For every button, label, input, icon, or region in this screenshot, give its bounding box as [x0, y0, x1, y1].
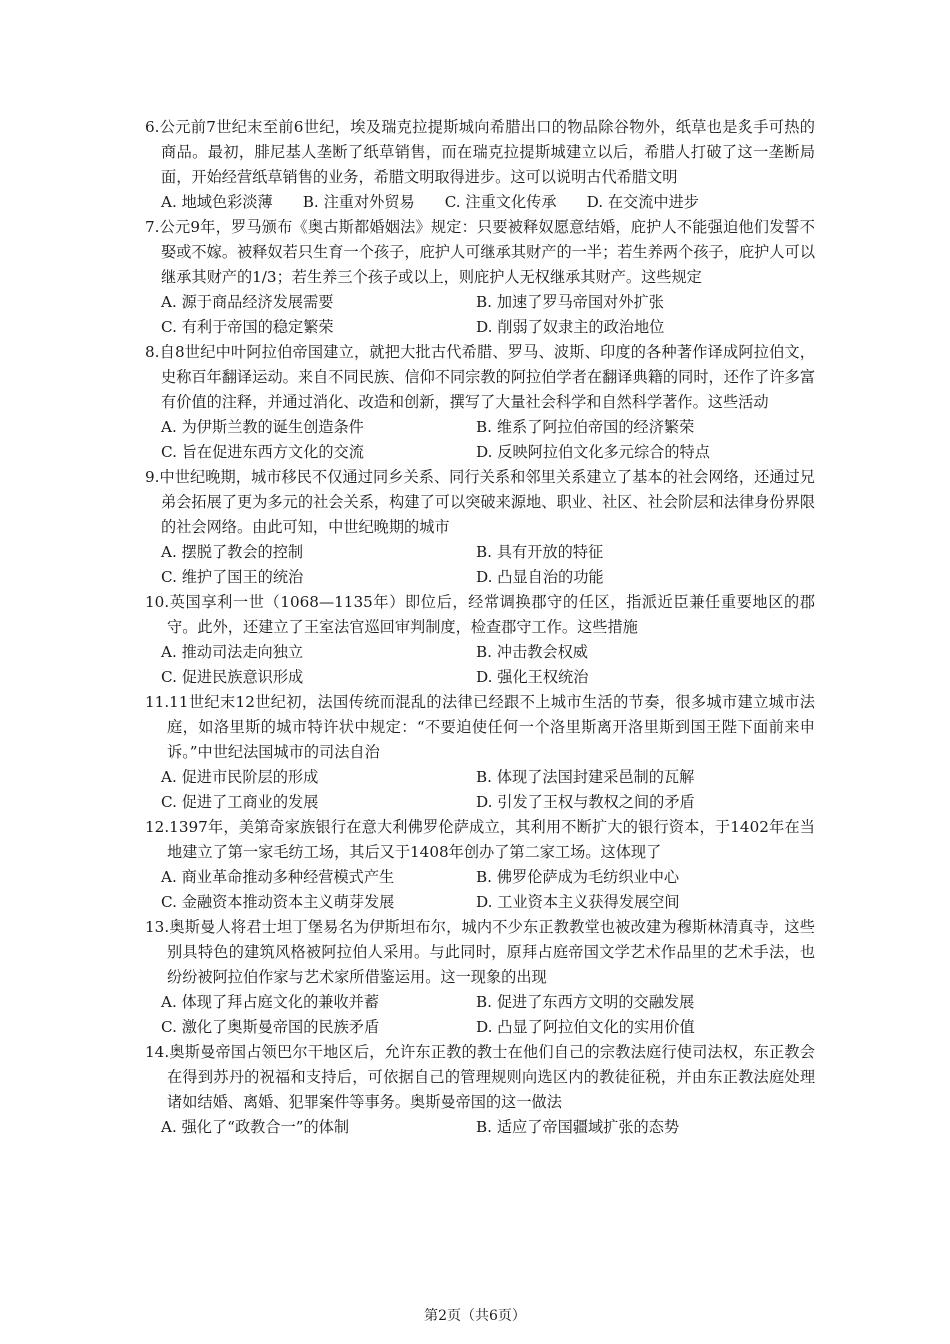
option-list [145, 540, 815, 590]
option-b: B. 注重对外贸易 [302, 193, 415, 211]
option-b: B. 体现了法国封建采邑制的瓦解 [476, 768, 695, 786]
option-b: B. 促进了东西方文明的交融发展 [476, 993, 695, 1011]
option-d: D. 引发了王权与教权之间的矛盾 [476, 793, 695, 811]
question-stem: 10.英国享利一世（1068—1135年）即位后，经常调换郡守的任区，指派近臣兼任重要地区的郡守。此外，还建立了王室法官巡回审判制度，检查郡守工作。这些措施 [145, 593, 815, 636]
question-12 [145, 815, 815, 915]
question-stem: 9.中世纪晚期，城市移民不仅通过同乡关系、同行关系和邻里关系建立了基本的社会网络，还通过兄弟会拓展了更为多元的社会关系，构建了可以突破来源地、职业、社区、社会阶层和法律身份界限的社会网络。由此可知，中世纪晚期的城市 [145, 468, 815, 536]
question-10 [145, 590, 815, 690]
question-7 [145, 215, 815, 340]
option-a: A. 促进市民阶层的形成 [161, 768, 319, 786]
option-a: A. 地域色彩淡薄 [161, 193, 273, 211]
option-a: A. 商业革命推动多种经营模式产生 [161, 868, 395, 886]
option-a: A. 摆脱了教会的控制 [161, 543, 304, 561]
question-stem: 6.公元前7世纪末至前6世纪，埃及瑞克拉提斯城向希腊出口的物品除谷物外，纸草也是炙手可热的商品。最初，腓尼基人垄断了纸草销售，而在瑞克拉提斯城建立以后，希腊人打破了这一垄断局面，开始经营纸草销售的业务，希腊文明取得进步。这可以说明古代希腊文明 [145, 118, 815, 186]
option-b: B. 冲击教会权威 [476, 643, 588, 661]
option-b: B. 维系了阿拉伯帝国的经济繁荣 [476, 418, 695, 436]
question-stem: 13.奥斯曼人将君士坦丁堡易名为伊斯坦布尔，城内不少东正教教堂也被改建为穆斯林清真寺，这些别具特色的建筑风格被阿拉伯人采用。与此同时，原拜占庭帝国文学艺术作品里的艺术手法，也纷纷被阿拉伯作家与艺术家所借鉴运用。这一现象的出现 [145, 918, 815, 986]
question-list [145, 115, 815, 1140]
question-6 [145, 115, 815, 215]
option-b: B. 适应了帝国疆域扩张的态势 [476, 1118, 680, 1136]
option-list [145, 1115, 815, 1140]
question-stem: 14.奥斯曼帝国占领巴尔干地区后，允许东正教的教士在他们自己的宗教法庭行使司法权，东正教会在得到苏丹的祝福和支持后，可依据自己的管理规则向选区内的教徒征税，并由东正教法庭处理诸如结婚、离婚、犯罪案件等事务。奥斯曼帝国的这一做法 [145, 1043, 815, 1111]
option-c: C. 激化了奥斯曼帝国的民族矛盾 [161, 1018, 380, 1036]
option-d: D. 工业资本主义获得发展空间 [476, 893, 680, 911]
option-c: C. 维护了国王的统治 [161, 568, 304, 586]
option-c: C. 注重文化传承 [444, 193, 557, 211]
option-list [145, 765, 815, 815]
option-b: B. 具有开放的特征 [476, 543, 604, 561]
option-list [145, 190, 815, 215]
option-list [145, 415, 815, 465]
question-11 [145, 690, 815, 815]
option-b: B. 加速了罗马帝国对外扩张 [476, 293, 664, 311]
question-9 [145, 465, 815, 590]
option-d: D. 凸显了阿拉伯文化的实用价值 [476, 1018, 695, 1036]
option-a: A. 强化了“政教合一”的体制 [161, 1118, 350, 1136]
option-list [145, 990, 815, 1040]
question-stem: 11.11世纪末12世纪初，法国传统而混乱的法律已经跟不上城市生活的节奏，很多城市建立城市法庭，如洛里斯的城市特许状中规定：“不要迫使任何一个洛里斯离开洛里斯到国王陛下面前来申诉。”中世纪法国城市的司法自治 [145, 693, 815, 761]
option-d: D. 反映阿拉伯文化多元综合的特点 [476, 443, 710, 461]
option-c: C. 促进民族意识形成 [161, 668, 304, 686]
option-c: C. 金融资本推动资本主义萌芽发展 [161, 893, 395, 911]
page-number: 第2页（共6页） [424, 1308, 526, 1324]
option-list [145, 640, 815, 690]
option-a: A. 体现了拜占庭文化的兼收并蓄 [161, 993, 380, 1011]
option-b: B. 佛罗伦萨成为毛纺织业中心 [476, 868, 680, 886]
option-a: A. 推动司法走向独立 [161, 643, 304, 661]
option-c: C. 有利于帝国的稳定繁荣 [161, 318, 334, 336]
option-list [145, 865, 815, 915]
option-d: D. 强化王权统治 [476, 668, 589, 686]
option-d: D. 削弱了奴隶主的政治地位 [476, 318, 665, 336]
question-14 [145, 1040, 815, 1140]
option-d: D. 凸显自治的功能 [476, 568, 604, 586]
option-c: C. 促进了工商业的发展 [161, 793, 319, 811]
option-d: D. 在交流中进步 [586, 193, 699, 211]
question-stem: 12.1397年，美第奇家族银行在意大利佛罗伦萨成立，其利用不断扩大的银行资本，于1402年在当地建立了第一家毛纺工场，其后又于1408年创办了第二家工场。这体现了 [145, 818, 815, 861]
question-8 [145, 340, 815, 465]
option-a: A. 源于商品经济发展需要 [161, 293, 334, 311]
question-stem: 7.公元9年，罗马颁布《奥古斯都婚姻法》规定：只要被释奴愿意结婚，庇护人不能强迫他们发誓不娶或不嫁。被释奴若只生育一个孩子，庇护人可继承其财产的一半；若生养两个孩子，庇护人可以继承其财产的1/3；若生养三个孩子或以上，则庇护人无权继承其财产。这些规定 [145, 218, 815, 286]
option-list [145, 290, 815, 340]
option-c: C. 旨在促进东西方文化的交流 [161, 443, 364, 461]
question-13 [145, 915, 815, 1040]
question-stem: 8.自8世纪中叶阿拉伯帝国建立，就把大批古代希腊、罗马、波斯、印度的各种著作译成阿拉伯文，史称百年翻译运动。来自不同民族、信仰不同宗教的阿拉伯学者在翻译典籍的同时，还作了许多富有价值的注释，并通过消化、改造和创新，撰写了大量社会科学和自然科学著作。这些活动 [145, 343, 815, 411]
option-a: A. 为伊斯兰教的诞生创造条件 [161, 418, 364, 436]
